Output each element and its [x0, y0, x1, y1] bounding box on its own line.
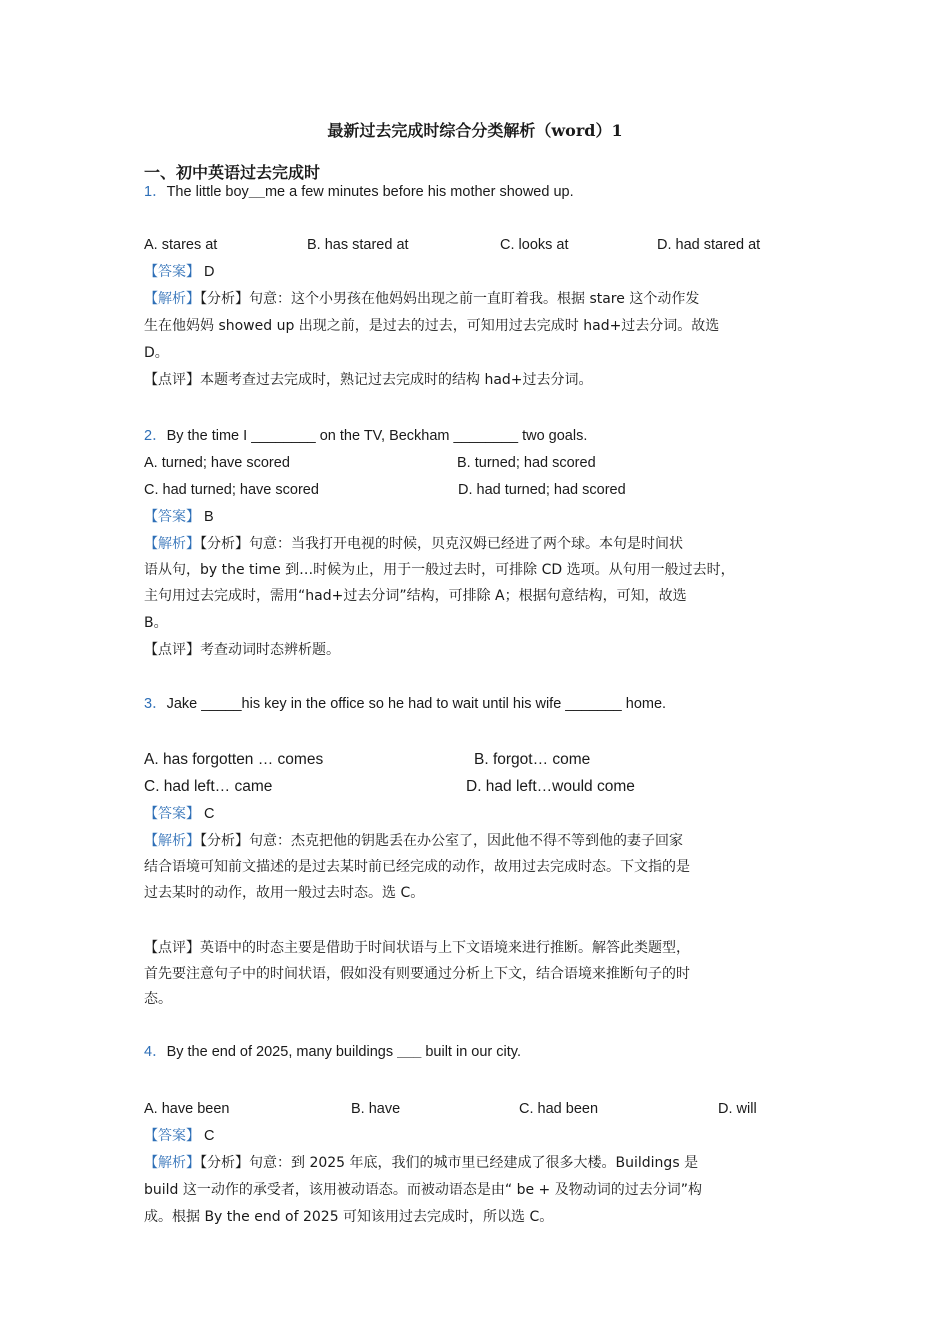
question-3-option-b: B. forgot… come	[474, 751, 591, 768]
question-1-option-c: C. looks at	[500, 237, 569, 253]
question-3-comment-line: 【点评】英语中的时态主要是借助于时间状语与上下文语境来进行推断。解答此类题型，	[144, 940, 690, 956]
question-3-comment-line: 首先要注意句子中的时间状语，假如没有则要通过分析上下文，结合语境来推断句子的时	[144, 966, 690, 982]
question-number: 2．	[144, 428, 167, 444]
question-4-option-d: D. will	[718, 1101, 757, 1117]
question-1-option-a: A. stares at	[144, 237, 218, 253]
question-1-analysis-line: D。	[144, 345, 169, 361]
question-3-comment-line: 态。	[144, 991, 172, 1007]
question-4-option-a: A. have been	[144, 1101, 230, 1117]
question-1-analysis-line	[144, 289, 699, 309]
analysis-label: 【解析】	[144, 291, 200, 307]
stem-text: Jake _____his key in the office so he had to wait until his wife _______ home.	[166, 696, 667, 712]
answer-label: 【答案】	[144, 264, 200, 280]
analysis-text: 【分析】句意：这个小男孩在他妈妈出现之前一直盯着我。根据 stare 这个动作发	[200, 291, 700, 307]
analysis-text: 【分析】句意：杰克把他的钥匙丢在办公室了，因此他不得不等到他的妻子回家	[200, 833, 683, 849]
analysis-label: 【解析】	[144, 536, 200, 552]
question-2-option-a: A. turned; have scored	[144, 455, 290, 471]
question-number: 3．	[144, 696, 167, 712]
stem-text: me a few minutes before his mother showed up.	[264, 184, 574, 200]
question-4-option-b: B. have	[351, 1101, 401, 1117]
question-1-option-b: B. has stared at	[307, 237, 409, 253]
question-3-option-d: D. had left…would come	[466, 778, 635, 795]
question-4-answer	[144, 1126, 215, 1146]
question-3-analysis-line	[144, 831, 683, 851]
document-title: 最新过去完成时综合分类解析（word）1	[327, 121, 623, 140]
question-number: 4．	[144, 1044, 167, 1060]
question-3-answer	[144, 804, 215, 824]
question-4-stem	[144, 1042, 521, 1062]
question-4-option-c: C. had been	[519, 1101, 599, 1117]
question-3-analysis-line: 过去某时的动作，故用一般过去时态。选 C。	[144, 885, 425, 901]
question-2-analysis-line: B。	[144, 615, 168, 631]
question-4-analysis-line: build 这一动作的承受者，该用被动语态。而被动语态是由“ be + 及物动词的过去分词”构	[144, 1182, 702, 1198]
stem-text: By the end of 2025, many buildings	[166, 1044, 398, 1060]
section-heading: 一、初中英语过去完成时	[144, 163, 321, 182]
analysis-label: 【解析】	[144, 1155, 200, 1171]
question-2-option-d: D. had turned; had scored	[458, 482, 626, 498]
stem-text: The little boy	[166, 184, 249, 200]
question-4-analysis-line	[144, 1153, 698, 1173]
question-2-answer	[144, 507, 214, 527]
analysis-label: 【解析】	[144, 833, 200, 849]
answer-label: 【答案】	[144, 509, 200, 525]
answer-value: C	[204, 806, 215, 822]
question-2-option-b: B. turned; had scored	[457, 455, 596, 471]
answer-value: D	[204, 264, 215, 280]
question-2-option-c: C. had turned; have scored	[144, 482, 319, 498]
question-number: 1．	[144, 184, 167, 200]
question-1-comment: 【点评】本题考查过去完成时，熟记过去完成时的结构 had+过去分词。	[144, 372, 593, 388]
question-2-comment: 【点评】考查动词时态辨析题。	[144, 642, 340, 658]
answer-value: C	[204, 1128, 215, 1144]
question-3-option-a: A. has forgotten … comes	[144, 751, 324, 768]
analysis-text: 【分析】句意：到 2025 年底，我们的城市里已经建成了很多大楼。Buildings 是	[200, 1155, 699, 1171]
question-2-analysis-line: 主句用过去完成时，需用“had+过去分词”结构，可排除 A；根据句意结构，可知，故选	[144, 588, 687, 604]
question-2-analysis-line	[144, 534, 683, 554]
question-1-stem	[144, 182, 574, 202]
question-3-option-c: C. had left… came	[144, 778, 273, 795]
question-1-answer	[144, 262, 215, 282]
stem-text: built in our city.	[421, 1044, 521, 1060]
question-4-analysis-line: 成。根据 By the end of 2025 可知该用过去完成时，所以选 C。	[144, 1209, 554, 1225]
question-2-analysis-line: 语从句，by the time 到…时候为止，用于一般过去时，可排除 CD 选项。从句用一般过去时，	[144, 562, 735, 578]
stem-text: By the time I ________ on the TV, Beckham ________ two goals.	[166, 428, 588, 444]
question-3-stem	[144, 694, 666, 714]
question-1-option-d: D. had stared at	[657, 237, 761, 253]
analysis-text: 【分析】句意：当我打开电视的时候，贝克汉姆已经进了两个球。本句是时间状	[200, 536, 683, 552]
question-2-stem	[144, 426, 587, 446]
answer-value: B	[204, 509, 214, 525]
answer-label: 【答案】	[144, 806, 200, 822]
blank: __	[248, 184, 265, 200]
answer-label: 【答案】	[144, 1128, 200, 1144]
blank: ___	[397, 1044, 422, 1060]
question-1-analysis-line: 生在他妈妈 showed up 出现之前，是过去的过去，可知用过去完成时 had+过去分词。故选	[144, 318, 720, 334]
question-3-analysis-line: 结合语境可知前文描述的是过去某时前已经完成的动作，故用过去完成时态。下文指的是	[144, 859, 690, 875]
